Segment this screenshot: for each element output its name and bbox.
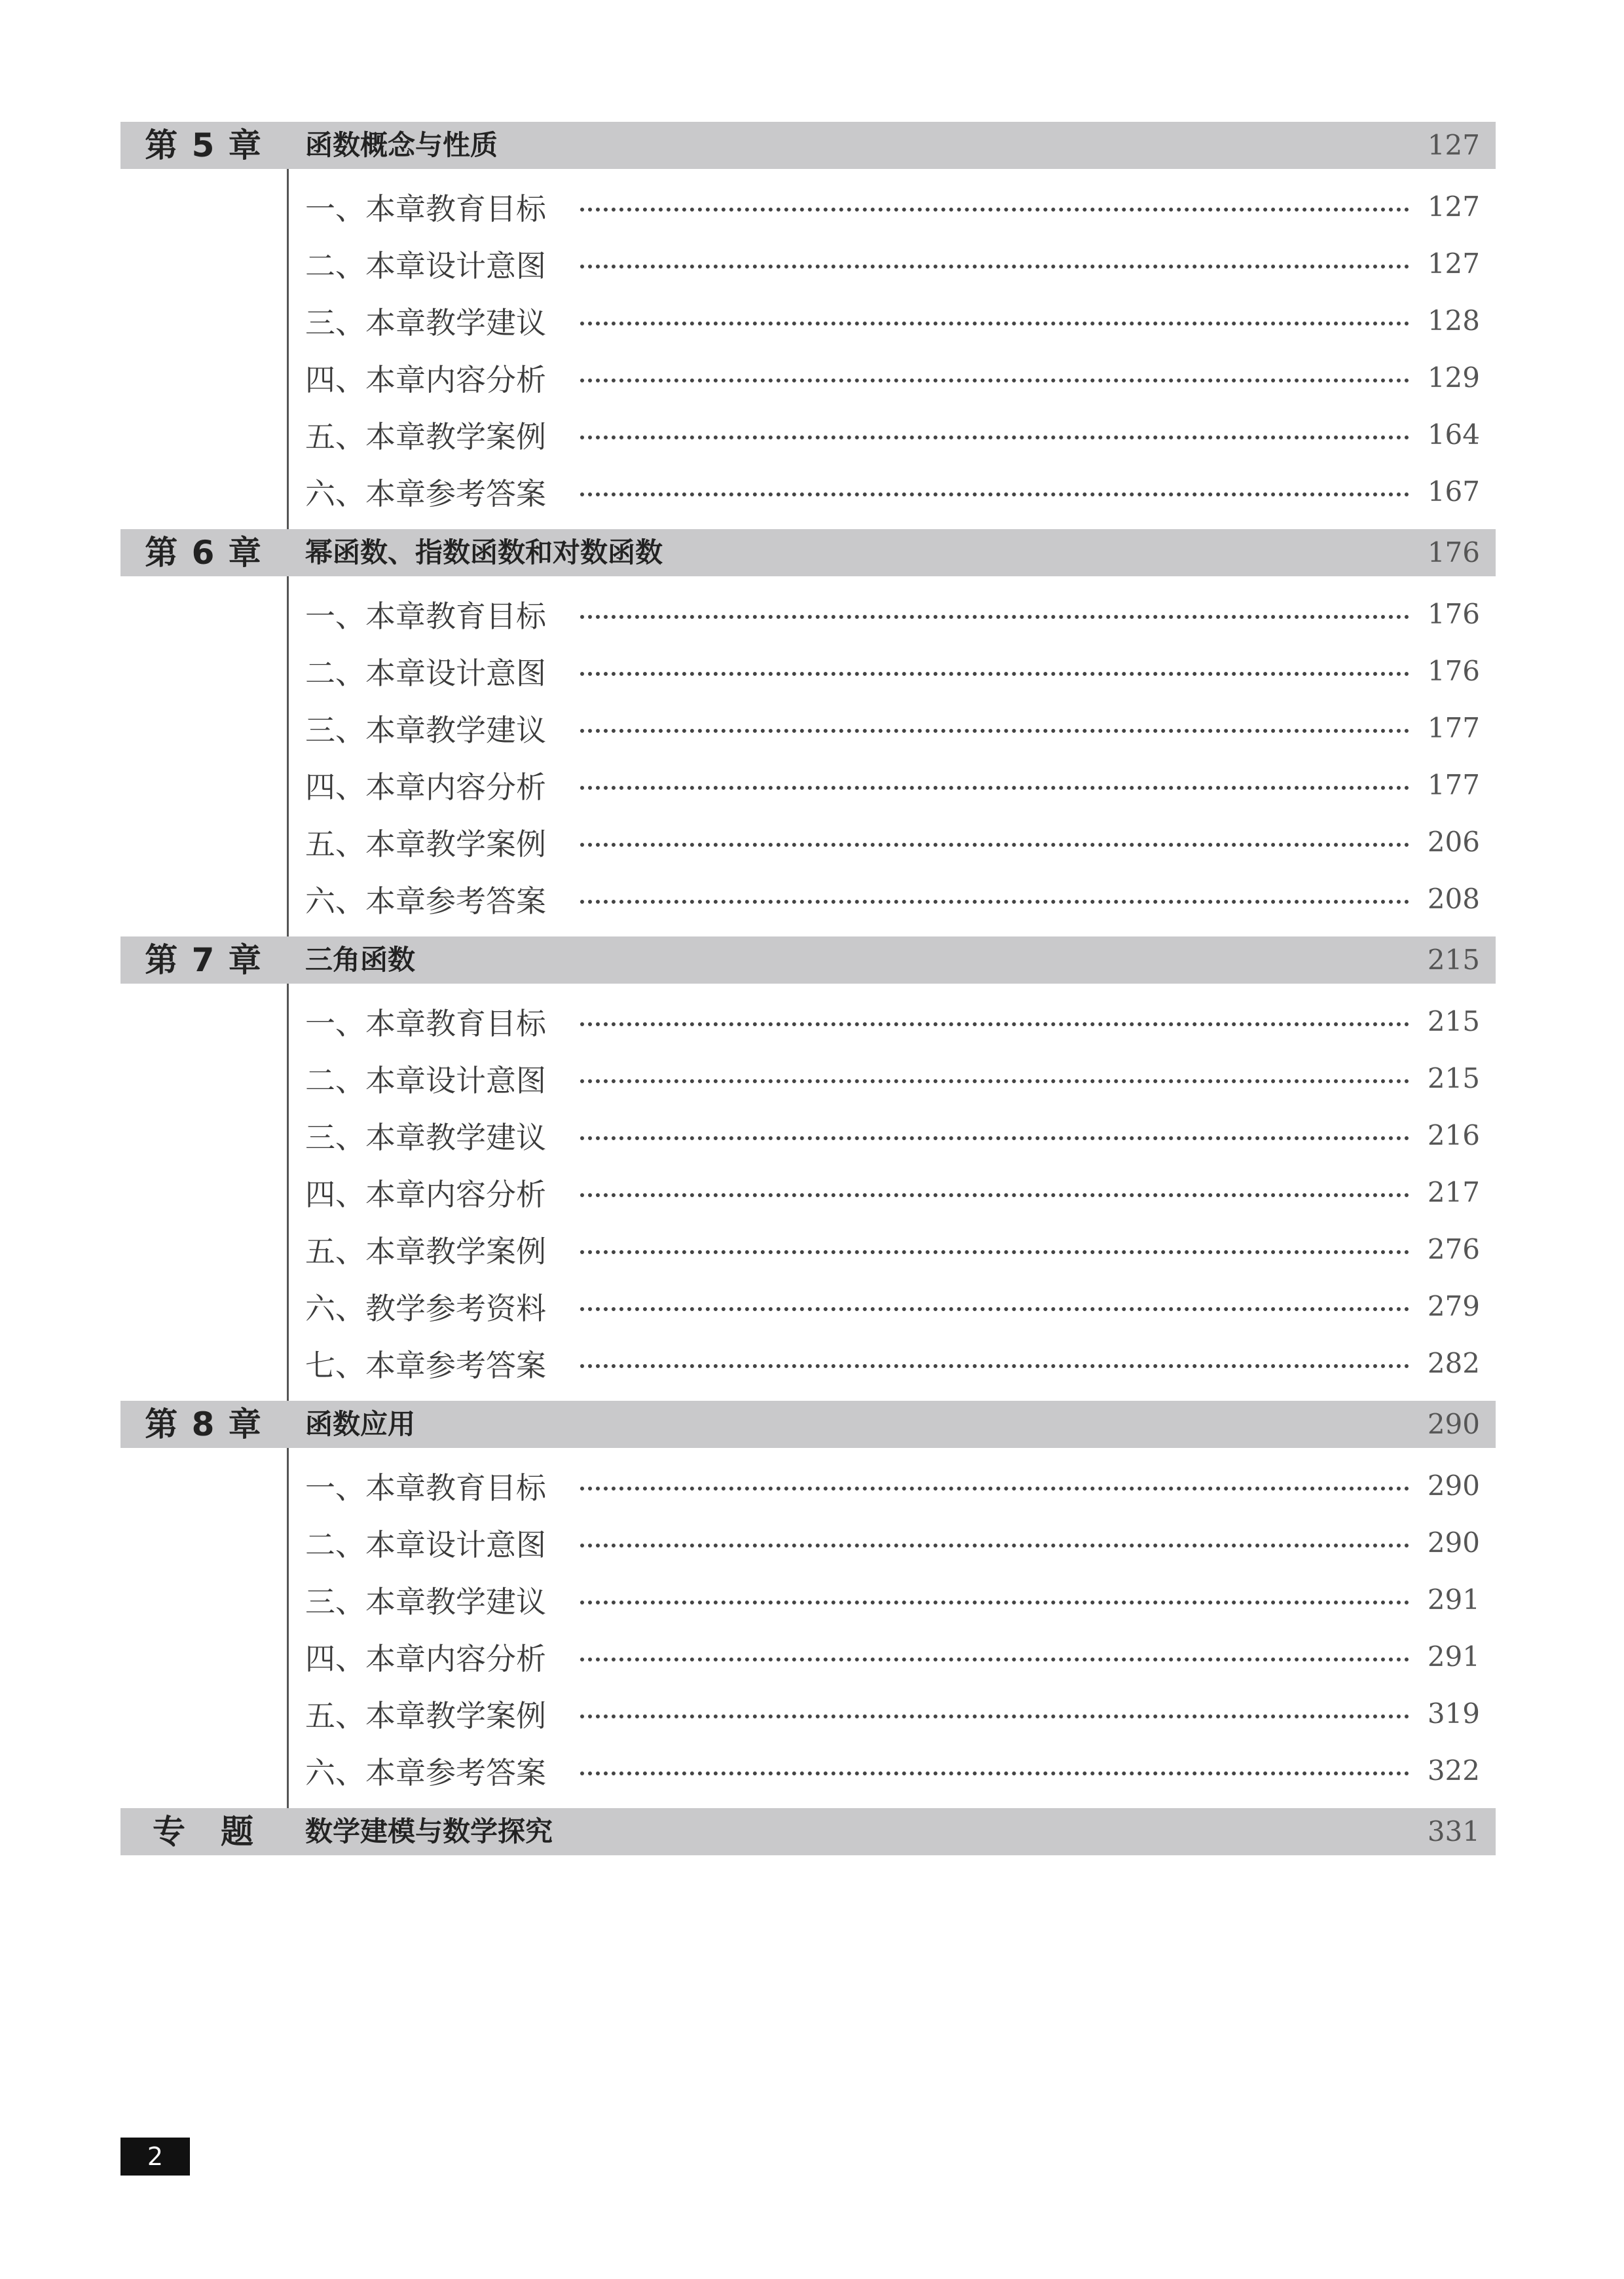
- dot-leader: [580, 1544, 1409, 1547]
- chapter-page-number: 215: [1427, 944, 1480, 976]
- toc-entry[interactable]: [120, 756, 1496, 813]
- toc-entry-page: 290: [1427, 1470, 1480, 1502]
- dot-leader: [580, 900, 1409, 904]
- toc-entry-page: 291: [1427, 1640, 1480, 1673]
- toc-entry-label: 三、本章教学建议: [305, 712, 546, 748]
- chapter-header[interactable]: [120, 936, 1496, 984]
- toc-entry-label: 六、本章参考答案: [305, 883, 546, 919]
- toc-entry-page: 127: [1427, 248, 1480, 280]
- toc-entry[interactable]: [120, 178, 1496, 235]
- toc-entry-label: 一、本章教育目标: [305, 191, 546, 227]
- toc-entry[interactable]: [120, 235, 1496, 292]
- toc-entry[interactable]: [120, 1050, 1496, 1107]
- toc-entry[interactable]: [120, 1107, 1496, 1164]
- toc-entry-page: 215: [1427, 1005, 1480, 1037]
- toc-entry[interactable]: [120, 292, 1496, 349]
- toc-entry[interactable]: [120, 699, 1496, 756]
- chapter-block: [120, 529, 1496, 936]
- toc-entry[interactable]: [120, 870, 1496, 927]
- toc-entry-label: 一、本章教育目标: [305, 598, 546, 634]
- toc-entry-label: 四、本章内容分析: [305, 1176, 546, 1212]
- dot-leader: [580, 435, 1409, 439]
- chapter-header[interactable]: [120, 1401, 1496, 1448]
- toc-entry[interactable]: [120, 813, 1496, 870]
- toc-entry-label: 四、本章内容分析: [305, 361, 546, 398]
- toc-entry-page: 216: [1427, 1119, 1480, 1151]
- toc-entry[interactable]: [120, 1457, 1496, 1514]
- toc-entry-page: 176: [1427, 598, 1480, 630]
- dot-leader: [580, 322, 1409, 325]
- dot-leader: [580, 1487, 1409, 1491]
- chapter-title: 函数应用: [305, 1408, 416, 1440]
- dot-leader: [580, 843, 1409, 847]
- toc-entry[interactable]: [120, 993, 1496, 1050]
- chapter-number: 专 题: [153, 1813, 255, 1851]
- dot-leader: [580, 1714, 1409, 1718]
- chapter-number: 第 6 章: [145, 534, 263, 572]
- chapter-page-number: 331: [1427, 1815, 1480, 1847]
- toc-entry-label: 七、本章参考答案: [305, 1347, 546, 1383]
- dot-leader: [580, 1193, 1409, 1197]
- dot-leader: [580, 615, 1409, 619]
- dot-leader: [580, 1250, 1409, 1254]
- dot-leader: [580, 729, 1409, 733]
- toc-entry-label: 二、本章设计意图: [305, 1062, 546, 1098]
- chapter-header[interactable]: [120, 529, 1496, 576]
- toc-entry[interactable]: [120, 1571, 1496, 1628]
- chapter-title: 三角函数: [305, 944, 416, 976]
- chapter-page-number: 176: [1427, 536, 1480, 568]
- toc-entry-page: 127: [1427, 191, 1480, 223]
- chapter-number: 第 8 章: [145, 1405, 263, 1443]
- toc-entry-page: 177: [1427, 769, 1480, 801]
- chapter-header[interactable]: [120, 122, 1496, 169]
- toc-entry-page: 176: [1427, 655, 1480, 687]
- toc-entry-label: 二、本章设计意图: [305, 1527, 546, 1563]
- toc-entry[interactable]: [120, 1514, 1496, 1571]
- dot-leader: [580, 1601, 1409, 1604]
- toc-entry-label: 六、教学参考资料: [305, 1290, 546, 1326]
- section-list: [120, 169, 1496, 529]
- dot-leader: [580, 208, 1409, 212]
- toc-entry-label: 一、本章教育目标: [305, 1470, 546, 1506]
- toc-entry-page: 129: [1427, 361, 1480, 394]
- toc-entry[interactable]: [120, 349, 1496, 406]
- dot-leader: [580, 1022, 1409, 1026]
- dot-leader: [580, 379, 1409, 382]
- section-list: [120, 1448, 1496, 1808]
- dot-leader: [580, 1307, 1409, 1311]
- chapter-title: 数学建模与数学探究: [305, 1815, 553, 1847]
- toc-entry-page: 319: [1427, 1697, 1480, 1730]
- toc-entry-label: 三、本章教学建议: [305, 305, 546, 341]
- chapter-number: 第 5 章: [145, 126, 263, 164]
- toc-entry[interactable]: [120, 406, 1496, 463]
- toc-entry-page: 208: [1427, 883, 1480, 915]
- dot-leader: [580, 1079, 1409, 1083]
- toc-entry-label: 五、本章教学案例: [305, 826, 546, 862]
- toc-entry-label: 五、本章教学案例: [305, 1233, 546, 1269]
- toc-entry-label: 二、本章设计意图: [305, 248, 546, 284]
- toc-entry-page: 167: [1427, 475, 1480, 508]
- toc-entry-page: 290: [1427, 1527, 1480, 1559]
- toc-entry[interactable]: [120, 1335, 1496, 1392]
- section-list: [120, 576, 1496, 936]
- table-of-contents: [120, 122, 1496, 1855]
- toc-entry-page: 206: [1427, 826, 1480, 858]
- toc-entry[interactable]: [120, 1628, 1496, 1685]
- toc-entry[interactable]: [120, 463, 1496, 520]
- toc-entry[interactable]: [120, 1685, 1496, 1742]
- chapter-header[interactable]: [120, 1808, 1496, 1855]
- chapter-page-number: 290: [1427, 1408, 1480, 1440]
- toc-entry-page: 177: [1427, 712, 1480, 744]
- toc-entry-label: 六、本章参考答案: [305, 1754, 546, 1790]
- toc-entry[interactable]: [120, 1278, 1496, 1335]
- chapter-number: 第 7 章: [145, 941, 263, 979]
- toc-entry-page: 276: [1427, 1233, 1480, 1265]
- toc-entry-label: 四、本章内容分析: [305, 1640, 546, 1677]
- chapter-block: [120, 1401, 1496, 1808]
- chapter-title: 幂函数、指数函数和对数函数: [305, 536, 663, 568]
- toc-entry-page: 215: [1427, 1062, 1480, 1094]
- toc-entry-label: 一、本章教育目标: [305, 1005, 546, 1041]
- toc-entry-label: 六、本章参考答案: [305, 475, 546, 511]
- toc-entry[interactable]: [120, 1742, 1496, 1799]
- toc-entry[interactable]: [120, 585, 1496, 642]
- chapter-page-number: 127: [1427, 129, 1480, 161]
- dot-leader: [580, 1771, 1409, 1775]
- toc-entry-page: 282: [1427, 1347, 1480, 1379]
- toc-entry-page: 128: [1427, 305, 1480, 337]
- dot-leader: [580, 492, 1409, 496]
- toc-entry-page: 217: [1427, 1176, 1480, 1208]
- toc-entry-page: 291: [1427, 1584, 1480, 1616]
- toc-entry-page: 164: [1427, 418, 1480, 451]
- toc-entry-label: 五、本章教学案例: [305, 418, 546, 454]
- dot-leader: [580, 1136, 1409, 1140]
- chapter-block: [120, 1808, 1496, 1855]
- section-list: [120, 984, 1496, 1401]
- dot-leader: [580, 672, 1409, 676]
- toc-entry[interactable]: [120, 642, 1496, 699]
- toc-entry[interactable]: [120, 1221, 1496, 1278]
- toc-entry-page: 279: [1427, 1290, 1480, 1322]
- toc-entry[interactable]: [120, 1164, 1496, 1221]
- toc-entry-label: 二、本章设计意图: [305, 655, 546, 691]
- dot-leader: [580, 786, 1409, 790]
- chapter-block: [120, 936, 1496, 1401]
- chapter-block: [120, 122, 1496, 529]
- dot-leader: [580, 265, 1409, 269]
- toc-entry-label: 五、本章教学案例: [305, 1697, 546, 1733]
- toc-entry-label: 三、本章教学建议: [305, 1119, 546, 1155]
- chapter-title: 函数概念与性质: [305, 129, 498, 161]
- toc-entry-label: 三、本章教学建议: [305, 1584, 546, 1620]
- toc-entry-page: 322: [1427, 1754, 1480, 1787]
- dot-leader: [580, 1658, 1409, 1661]
- toc-entry-label: 四、本章内容分析: [305, 769, 546, 805]
- page-number-badge: 2: [120, 2138, 190, 2176]
- dot-leader: [580, 1364, 1409, 1368]
